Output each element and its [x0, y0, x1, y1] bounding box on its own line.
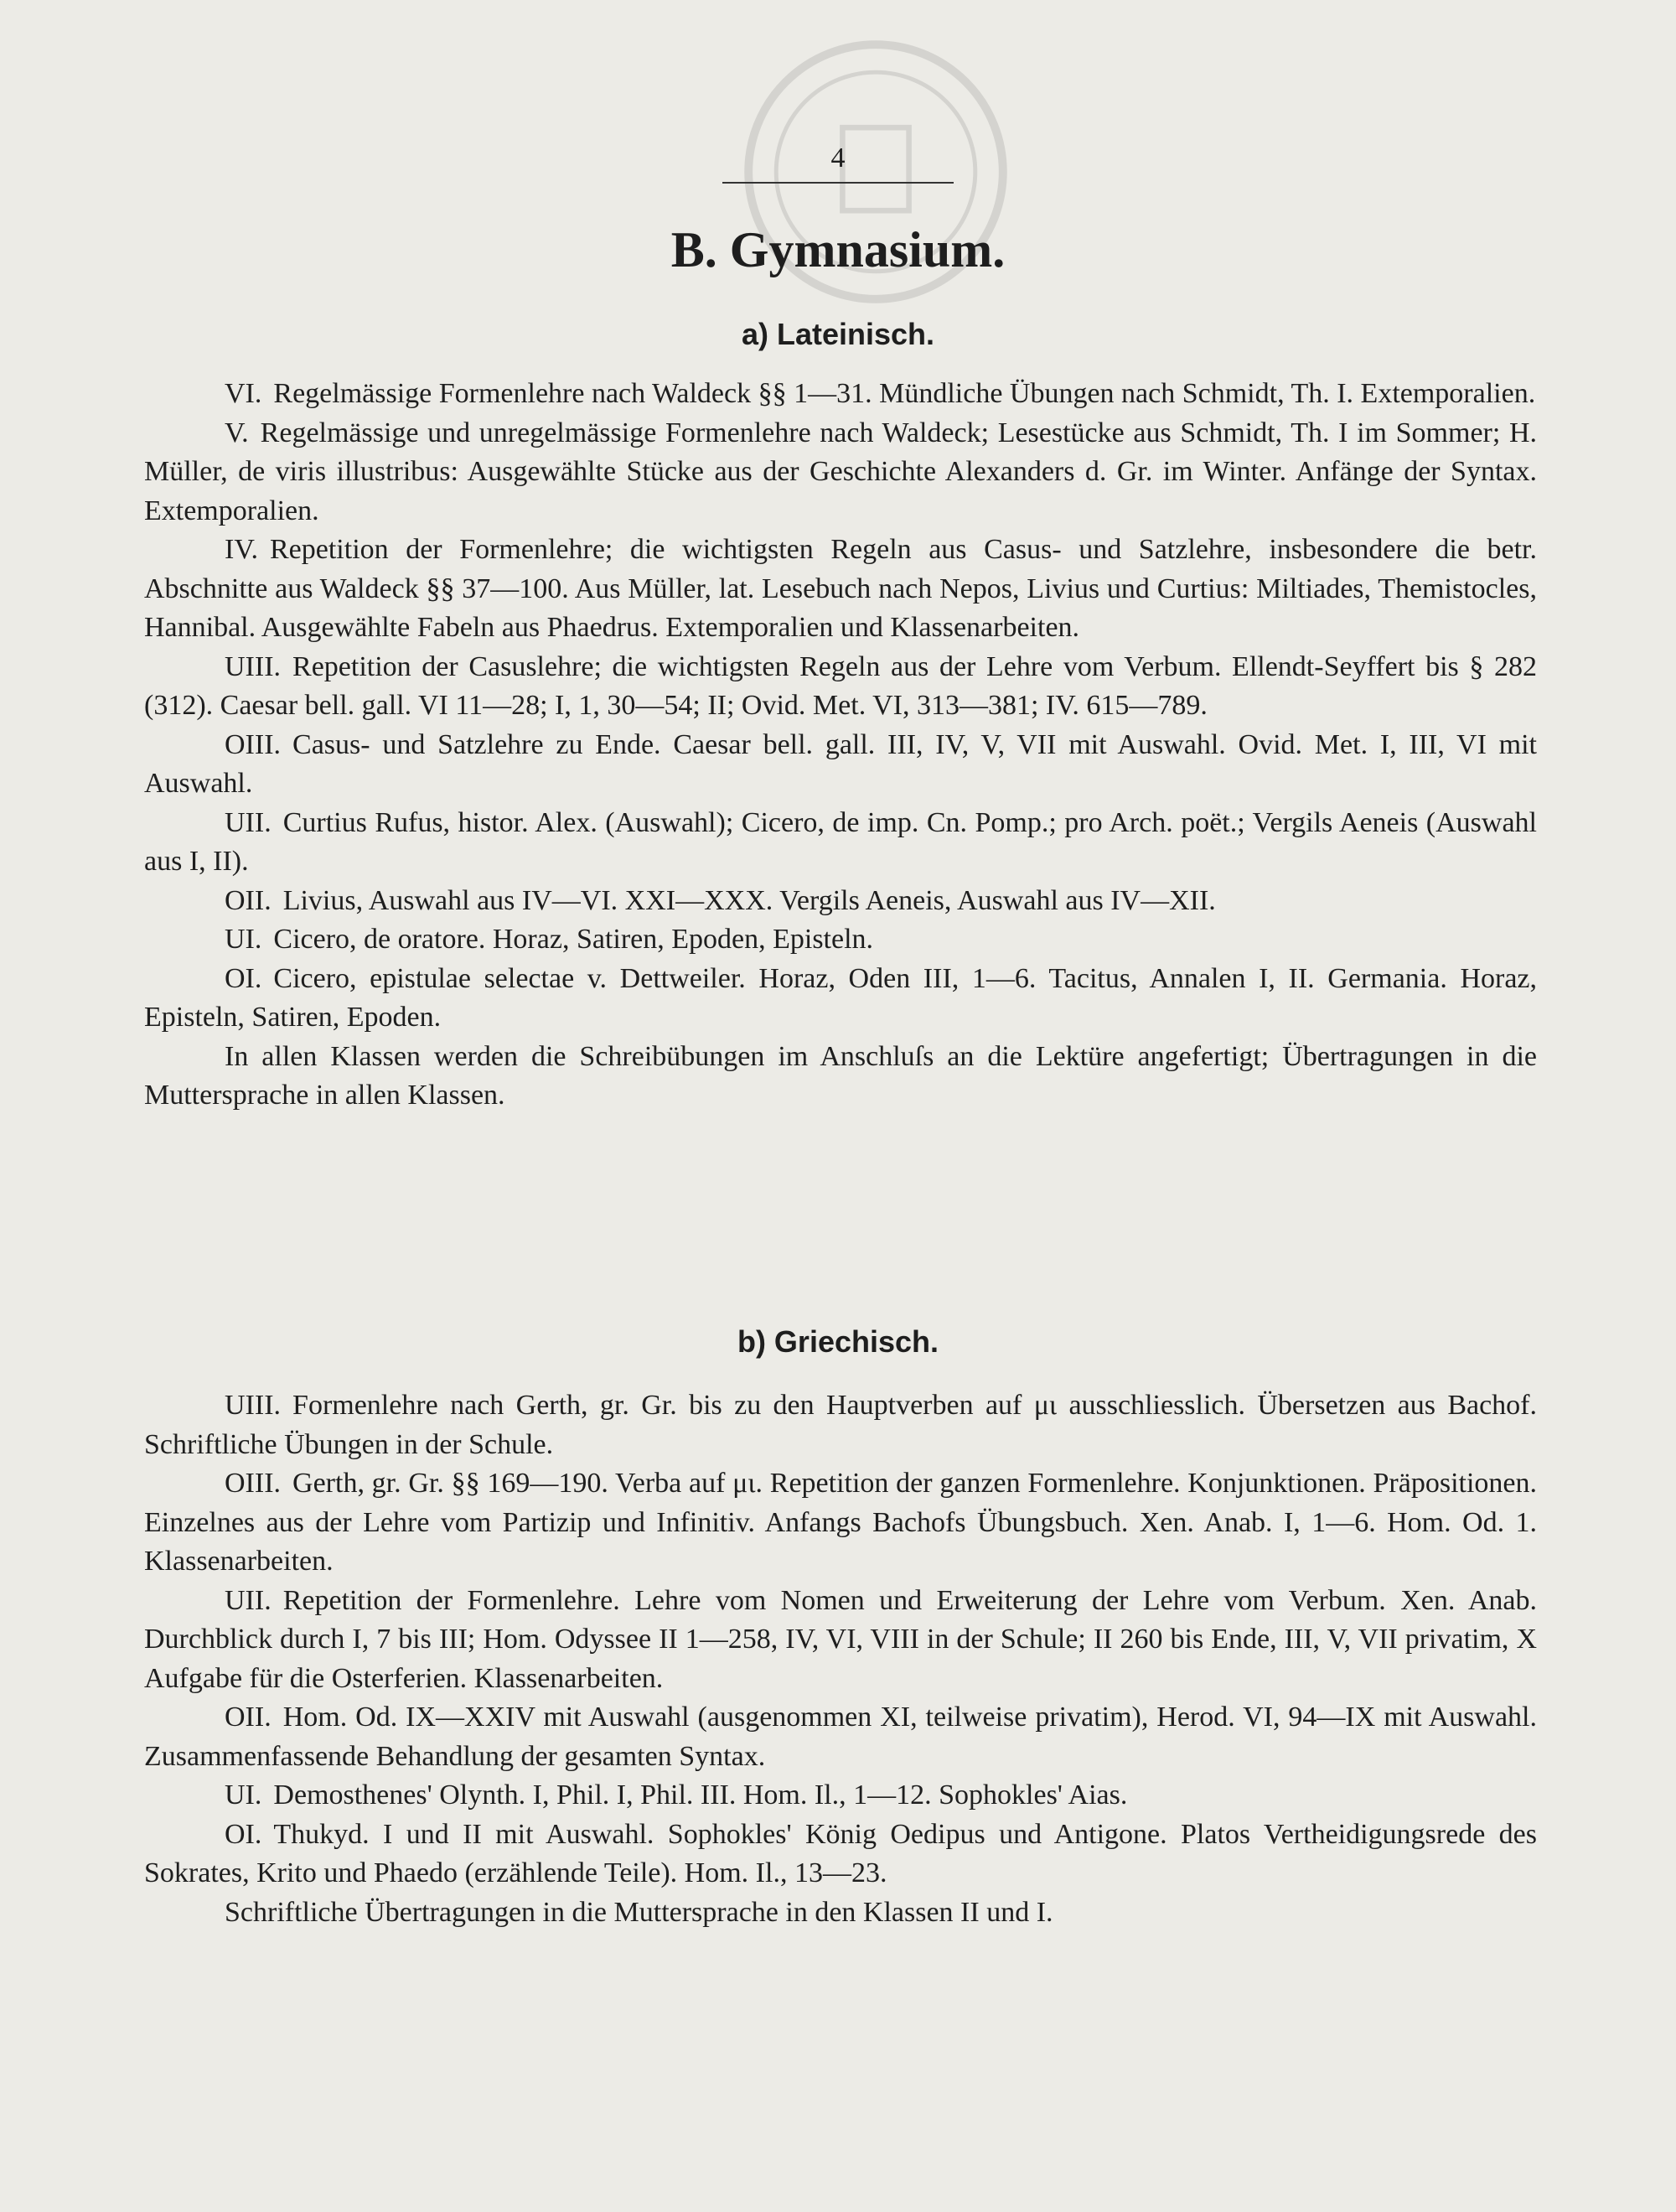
page-number: 4: [830, 142, 846, 174]
latin-paragraph: UI. Cicero, de oratore. Horaz, Satiren, Epoden, Episteln.: [225, 924, 874, 955]
latin-paragraph: VI. Regelmässige Formenlehre nach Waldeck §§ 1—31. Mündliche Übungen nach Schmidt, Th. I. Extemporalien.: [225, 378, 1536, 409]
latin-paragraph: In allen Klassen werden die Schreibübungen im Anschluſs an die Lektüre angefertigt; Übertragungen in die Muttersprache in allen Klassen.: [144, 1040, 1537, 1111]
greek-heading: b) Griechisch.: [737, 1324, 939, 1359]
latin-section: [144, 375, 1537, 1116]
latin-paragraph: OII. Livius, Auswahl aus IV—VI. XXI—XXX. Vergils Aeneis, Auswahl aus IV—XII.: [225, 884, 1216, 916]
greek-section: [144, 1386, 1537, 1932]
latin-paragraph: UIII. Repetition der Casuslehre; die wichtigsten Regeln aus der Lehre vom Verbum. Ellendt-Seyffert bis § 282 (312). Caesar bell. gall. VI 11—28; I, 1, 30—54; II; Ovid. Met. VI, 313—381; IV. 615—789.: [144, 650, 1537, 721]
latin-paragraph: UII. Curtius Rufus, histor. Alex. (Auswahl); Cicero, de imp. Cn. Pomp.; pro Arch. poët.; Vergils Aeneis (Auswahl aus I, II).: [144, 806, 1537, 877]
latin-heading: a) Lateinisch.: [741, 317, 935, 351]
greek-paragraph: OII. Hom. Od. IX—XXIV mit Auswahl (ausgenommen XI, teilweise privatim), Herod. VI, 94—IX mit Auswahl. Zusammenfassende Behandlung der gesamten Syntax.: [144, 1702, 1537, 1772]
latin-paragraph: IV. Repetition der Formenlehre; die wichtigsten Regeln aus Casus- und Satzlehre, insbesondere die betr. Abschnitte aus Waldeck §§ 37—100. Aus Müller, lat. Lesebuch nach Nepos, Livius und Curtius: Miltiades, Themistocles, Hannibal. Ausgewählte Fabeln aus Phaedrus. Extemporalien und Klassenarbeiten.: [144, 534, 1537, 643]
latin-paragraph: OIII. Casus- und Satzlehre zu Ende. Caesar bell. gall. III, IV, V, VII mit Auswahl. Ovid. Met. I, III, VI mit Auswahl.: [144, 728, 1537, 799]
greek-paragraph: OIII. Gerth, gr. Gr. §§ 169—190. Verba auf μι. Repetition der ganzen Formenlehre. Konjunktionen. Präpositionen. Einzelnes aus der Lehre vom Partizip und Infinitiv. Anfangs Bachofs Übungsbuch. Xen. Anab. I, 1—6. Hom. Od. 1. Klassenarbeiten.: [144, 1468, 1537, 1577]
greek-paragraph: UIII. Formenlehre nach Gerth, gr. Gr. bis zu den Hauptverben auf μι ausschliesslich. Übersetzen aus Bachof. Schriftliche Übungen in der Schule.: [144, 1390, 1537, 1460]
latin-paragraph: OI. Cicero, epistulae selectae v. Dettweiler. Horaz, Oden III, 1—6. Tacitus, Annalen I, II. Germania. Horaz, Episteln, Satiren, Epoden.: [144, 962, 1537, 1033]
header-rule: [722, 182, 954, 184]
greek-paragraph: Schriftliche Übertragungen in die Muttersprache in den Klassen II und I.: [225, 1896, 1053, 1928]
latin-paragraph: V. Regelmässige und unregelmässige Formenlehre nach Waldeck; Lesestücke aus Schmidt, Th. I im Sommer; H. Müller, de viris illustribus: Ausgewählte Stücke aus der Geschichte Alexanders d. Gr. im Winter. Anfänge der Syntax. Extemporalien.: [144, 417, 1537, 526]
greek-paragraph: UI. Demosthenes' Olynth. I, Phil. I, Phil. III. Hom. Il., 1—12. Sophokles' Aias.: [225, 1779, 1128, 1811]
section-title: B. Gymnasium.: [670, 222, 1006, 277]
greek-paragraph: OI. Thukyd. I und II mit Auswahl. Sophokles' König Oedipus und Antigone. Platos Vertheidigungsrede des Sokrates, Krito und Phaedo (erzählende Teile). Hom. Il., 13—23.: [144, 1818, 1537, 1888]
greek-paragraph: UII. Repetition der Formenlehre. Lehre vom Nomen und Erweiterung der Lehre vom Verbum. Xen. Anab. Durchblick durch I, 7 bis III; Hom. Odyssee II 1—258, IV, VI, VIII in der Schule; II 260 bis Ende, III, V, VII privatim, X Aufgabe für die Osterferien. Klassenarbeiten.: [144, 1584, 1537, 1694]
